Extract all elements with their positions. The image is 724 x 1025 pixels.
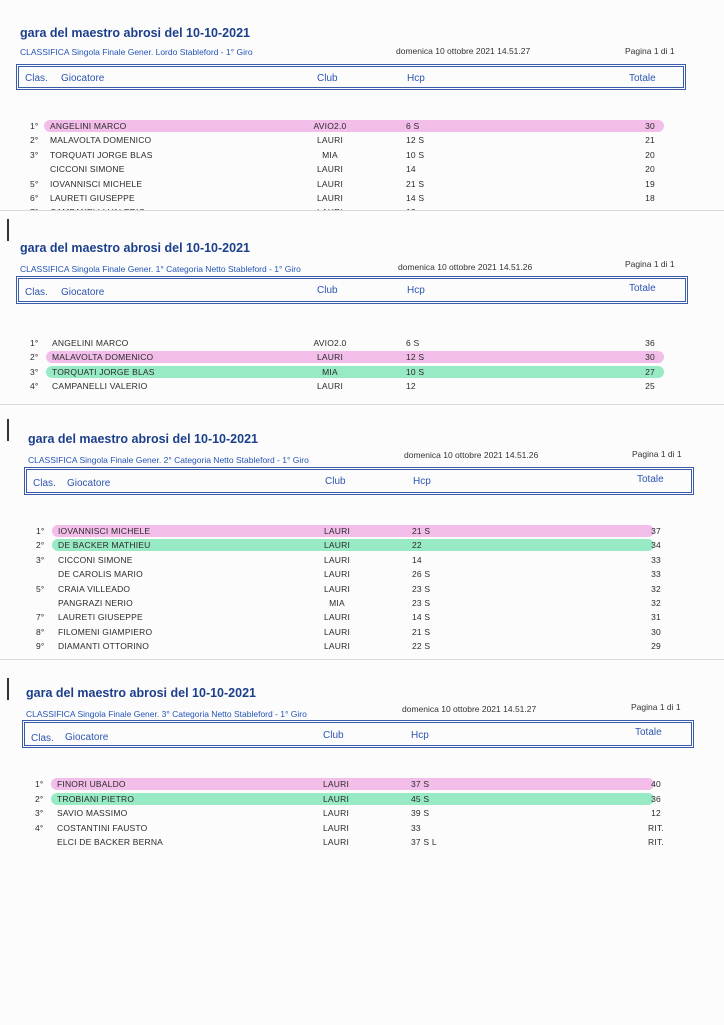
hcp-cell: 6 S bbox=[406, 338, 420, 348]
column-header-box bbox=[16, 276, 688, 304]
position-cell: 9° bbox=[36, 641, 45, 652]
hcp-cell: 21 S bbox=[406, 178, 425, 189]
header-clas: Clas. bbox=[33, 478, 56, 489]
player-name-cell: TORQUATI JORGE BLAS bbox=[50, 149, 153, 160]
position-cell: 2° bbox=[30, 352, 39, 363]
total-cell: 12 bbox=[651, 808, 661, 819]
total-cell: 20 bbox=[645, 149, 655, 160]
player-name-cell: IOVANNISCI MICHELE bbox=[58, 526, 151, 536]
player-name-cell: MALAVOLTA DOMENICO bbox=[50, 135, 152, 146]
player-name-cell: DE CAROLIS MARIO bbox=[58, 569, 143, 580]
total-cell: 29 bbox=[651, 641, 661, 652]
club-cell: LAURI bbox=[322, 808, 350, 819]
club-cell: LAURI bbox=[323, 641, 351, 652]
sheet-subtitle: CLASSIFICA Singola Finale Gener. Lordo Stableford - 1° Giro bbox=[20, 47, 253, 57]
header-club: Club bbox=[325, 476, 346, 487]
header-hcp: Hcp bbox=[407, 73, 425, 84]
player-name-cell: FINORI UBALDO bbox=[57, 779, 126, 789]
player-name-cell: CAMPANELLI VALERIO bbox=[52, 380, 148, 391]
standings-row bbox=[0, 120, 724, 134]
hcp-cell: 22 S bbox=[412, 641, 431, 652]
total-cell: 36 bbox=[645, 338, 655, 348]
club-cell: LAURI bbox=[316, 380, 344, 391]
club-cell: LAURI bbox=[322, 822, 350, 833]
page-number: Pagina 1 di 1 bbox=[625, 259, 675, 269]
club-cell: LAURI bbox=[323, 626, 351, 637]
header-giocatore: Giocatore bbox=[61, 73, 105, 84]
club-cell: MIA bbox=[322, 366, 338, 377]
hcp-cell: 21 S bbox=[412, 526, 431, 536]
club-cell: LAURI bbox=[316, 352, 344, 363]
standings-row bbox=[0, 539, 724, 553]
column-header-box bbox=[22, 720, 694, 748]
position-cell: 2° bbox=[35, 793, 44, 804]
player-name-cell: TORQUATI JORGE BLAS bbox=[52, 366, 155, 377]
position-cell: 2° bbox=[36, 540, 45, 551]
hcp-cell: 37 S L bbox=[411, 837, 437, 848]
standings-row bbox=[0, 163, 724, 177]
club-cell: LAURI bbox=[323, 526, 351, 536]
position-cell: 1° bbox=[30, 338, 39, 348]
header-club: Club bbox=[317, 285, 338, 296]
hcp-cell: 10 S bbox=[406, 366, 425, 377]
total-cell: 32 bbox=[651, 583, 661, 594]
hcp-cell: 37 S bbox=[411, 779, 430, 789]
position-cell: 4° bbox=[30, 380, 39, 391]
position-cell: 5° bbox=[30, 178, 39, 189]
club-cell: MIA bbox=[329, 598, 345, 608]
header-giocatore: Giocatore bbox=[61, 287, 105, 298]
standings-sheet-lordo bbox=[0, 0, 724, 214]
standings-sheet-cat3 bbox=[0, 659, 724, 1025]
standings-row bbox=[0, 366, 724, 380]
standings-row bbox=[0, 778, 724, 792]
position-cell: 2° bbox=[30, 135, 39, 146]
standings-sheet-cat2 bbox=[0, 404, 724, 663]
total-cell: 32 bbox=[651, 598, 661, 608]
sheet-subtitle: CLASSIFICA Singola Finale Gener. 3° Categoria Netto Stableford - 1° Giro bbox=[26, 709, 307, 719]
position-cell: 1° bbox=[36, 526, 45, 536]
header-giocatore: Giocatore bbox=[65, 732, 109, 743]
position-cell: 8° bbox=[36, 626, 45, 637]
player-name-cell: SAVIO MASSIMO bbox=[57, 808, 128, 819]
header-clas: Clas. bbox=[31, 733, 54, 744]
club-cell: LAURI bbox=[322, 779, 350, 789]
club-cell: LAURI bbox=[323, 612, 351, 623]
position-cell: 3° bbox=[36, 554, 45, 565]
column-header-box bbox=[16, 64, 686, 90]
standings-row bbox=[0, 351, 724, 365]
club-cell: LAURI bbox=[322, 837, 350, 848]
total-cell: 37 bbox=[651, 526, 661, 536]
club-cell: LAURI bbox=[316, 164, 344, 175]
standings-row bbox=[0, 337, 724, 351]
club-cell: LAURI bbox=[322, 793, 350, 804]
standings-row bbox=[0, 178, 724, 192]
hcp-cell: 22 bbox=[412, 540, 422, 551]
hcp-cell: 45 S bbox=[411, 793, 430, 804]
standings-row bbox=[0, 611, 724, 625]
player-name-cell: PANGRAZI NERIO bbox=[58, 598, 133, 608]
player-name-cell: ELCI DE BACKER BERNA bbox=[57, 837, 164, 848]
sheet-subtitle: CLASSIFICA Singola Finale Gener. 1° Categoria Netto Stableford - 1° Giro bbox=[20, 264, 301, 274]
header-clas: Clas. bbox=[25, 287, 48, 298]
standings-row bbox=[0, 836, 724, 850]
standings-row bbox=[0, 807, 724, 821]
player-name-cell: LAURETI GIUSEPPE bbox=[58, 612, 143, 623]
edge-mark bbox=[7, 678, 9, 700]
standings-row bbox=[0, 626, 724, 640]
print-datetime: domenica 10 ottobre 2021 14.51.27 bbox=[402, 704, 537, 714]
hcp-cell: 12 S bbox=[406, 135, 425, 146]
player-name-cell: DE BACKER MATHIEU bbox=[58, 540, 151, 551]
sheet-title: gara del maestro abrosi del 10-10-2021 bbox=[28, 432, 258, 446]
standings-row bbox=[0, 149, 724, 163]
total-cell: 27 bbox=[645, 366, 655, 377]
total-cell: RIT. bbox=[648, 822, 664, 833]
hcp-cell: 23 S bbox=[412, 598, 431, 608]
total-cell: 40 bbox=[651, 779, 661, 789]
position-cell: 3° bbox=[30, 149, 39, 160]
position-cell: 4° bbox=[35, 822, 44, 833]
club-cell: MIA bbox=[322, 149, 338, 160]
total-cell: 20 bbox=[645, 164, 655, 175]
club-cell: AVIO2.0 bbox=[313, 338, 347, 348]
player-name-cell: ANGELINI MARCO bbox=[52, 338, 129, 348]
standings-row bbox=[0, 822, 724, 836]
player-name-cell: IOVANNISCI MICHELE bbox=[50, 178, 143, 189]
club-cell: LAURI bbox=[323, 569, 351, 580]
marker-highlight-green bbox=[51, 793, 654, 805]
position-cell: 3° bbox=[30, 366, 39, 377]
header-totale: Totale bbox=[635, 727, 662, 738]
position-cell: 1° bbox=[35, 779, 44, 789]
header-totale: Totale bbox=[637, 474, 664, 485]
header-hcp: Hcp bbox=[411, 730, 429, 741]
header-totale: Totale bbox=[629, 73, 656, 84]
hcp-cell: 14 bbox=[406, 164, 416, 175]
marker-highlight-pink bbox=[44, 120, 664, 132]
player-name-cell: FILOMENI GIAMPIERO bbox=[58, 626, 153, 637]
sheet-title: gara del maestro abrosi del 10-10-2021 bbox=[20, 26, 250, 40]
total-cell: 19 bbox=[645, 178, 655, 189]
total-cell: 33 bbox=[651, 569, 661, 580]
total-cell: 36 bbox=[651, 793, 661, 804]
position-cell: 1° bbox=[30, 121, 39, 131]
header-totale: Totale bbox=[629, 283, 656, 294]
player-name-cell: CRAIA VILLEADO bbox=[58, 583, 131, 594]
standings-row bbox=[0, 583, 724, 597]
sheet-subtitle: CLASSIFICA Singola Finale Gener. 2° Categoria Netto Stableford - 1° Giro bbox=[28, 455, 309, 465]
standings-row bbox=[0, 568, 724, 582]
hcp-cell: 14 bbox=[412, 554, 422, 565]
hcp-cell: 12 bbox=[406, 380, 416, 391]
standings-sheet-cat1 bbox=[0, 210, 724, 407]
player-name-cell: DIAMANTI OTTORINO bbox=[58, 641, 150, 652]
header-giocatore: Giocatore bbox=[67, 478, 111, 489]
total-cell: 30 bbox=[645, 121, 655, 131]
print-datetime: domenica 10 ottobre 2021 14.51.26 bbox=[398, 262, 533, 272]
hcp-cell: 14 S bbox=[412, 612, 431, 623]
hcp-cell: 39 S bbox=[411, 808, 430, 819]
player-name-cell: MALAVOLTA DOMENICO bbox=[52, 352, 154, 363]
position-cell: 6° bbox=[30, 193, 39, 203]
sheet-title: gara del maestro abrosi del 10-10-2021 bbox=[20, 241, 250, 255]
player-name-cell: ANGELINI MARCO bbox=[50, 121, 127, 131]
total-cell: 30 bbox=[645, 352, 655, 363]
hcp-cell: 26 S bbox=[412, 569, 431, 580]
club-cell: LAURI bbox=[316, 178, 344, 189]
club-cell: LAURI bbox=[316, 135, 344, 146]
player-name-cell: TROBIANI PIETRO bbox=[57, 793, 135, 804]
standings-row bbox=[0, 597, 724, 611]
player-name-cell: LAURETI GIUSEPPE bbox=[50, 193, 135, 203]
page-number: Pagina 1 di 1 bbox=[625, 46, 675, 56]
print-datetime: domenica 10 ottobre 2021 14.51.26 bbox=[404, 450, 539, 460]
header-club: Club bbox=[317, 73, 338, 84]
standings-row bbox=[0, 192, 724, 206]
marker-highlight-pink bbox=[51, 778, 654, 790]
page-number: Pagina 1 di 1 bbox=[631, 702, 681, 712]
standings-row bbox=[0, 554, 724, 568]
hcp-cell: 12 S bbox=[406, 352, 425, 363]
page-number: Pagina 1 di 1 bbox=[632, 449, 682, 459]
hcp-cell: 23 S bbox=[412, 583, 431, 594]
total-cell: 21 bbox=[645, 135, 655, 146]
total-cell: 31 bbox=[651, 612, 661, 623]
standings-row bbox=[0, 793, 724, 807]
header-hcp: Hcp bbox=[407, 285, 425, 296]
print-datetime: domenica 10 ottobre 2021 14.51.27 bbox=[396, 46, 531, 56]
hcp-cell: 6 S bbox=[406, 121, 420, 131]
column-header-box bbox=[24, 467, 694, 495]
hcp-cell: 14 S bbox=[406, 193, 425, 203]
club-cell: LAURI bbox=[323, 554, 351, 565]
player-name-cell: CICCONI SIMONE bbox=[50, 164, 125, 175]
club-cell: AVIO2.0 bbox=[313, 121, 347, 131]
edge-mark bbox=[7, 419, 9, 441]
player-name-cell: COSTANTINI FAUSTO bbox=[57, 822, 148, 833]
sheet-title: gara del maestro abrosi del 10-10-2021 bbox=[26, 686, 256, 700]
position-cell: 5° bbox=[36, 583, 45, 594]
standings-row bbox=[0, 380, 724, 394]
header-club: Club bbox=[323, 730, 344, 741]
club-cell: LAURI bbox=[323, 540, 351, 551]
player-name-cell: CICCONI SIMONE bbox=[58, 554, 133, 565]
standings-row bbox=[0, 640, 724, 654]
edge-mark bbox=[7, 219, 9, 241]
hcp-cell: 33 bbox=[411, 822, 421, 833]
club-cell: LAURI bbox=[316, 193, 344, 203]
standings-row bbox=[0, 134, 724, 148]
club-cell: LAURI bbox=[323, 583, 351, 594]
header-clas: Clas. bbox=[25, 73, 48, 84]
total-cell: 30 bbox=[651, 626, 661, 637]
total-cell: 18 bbox=[645, 193, 655, 203]
position-cell: 7° bbox=[36, 612, 45, 623]
total-cell: RIT. bbox=[648, 837, 664, 848]
position-cell: 3° bbox=[35, 808, 44, 819]
header-hcp: Hcp bbox=[413, 476, 431, 487]
standings-row bbox=[0, 525, 724, 539]
total-cell: 25 bbox=[645, 380, 655, 391]
hcp-cell: 21 S bbox=[412, 626, 431, 637]
total-cell: 34 bbox=[651, 540, 661, 551]
hcp-cell: 10 S bbox=[406, 149, 425, 160]
total-cell: 33 bbox=[651, 554, 661, 565]
